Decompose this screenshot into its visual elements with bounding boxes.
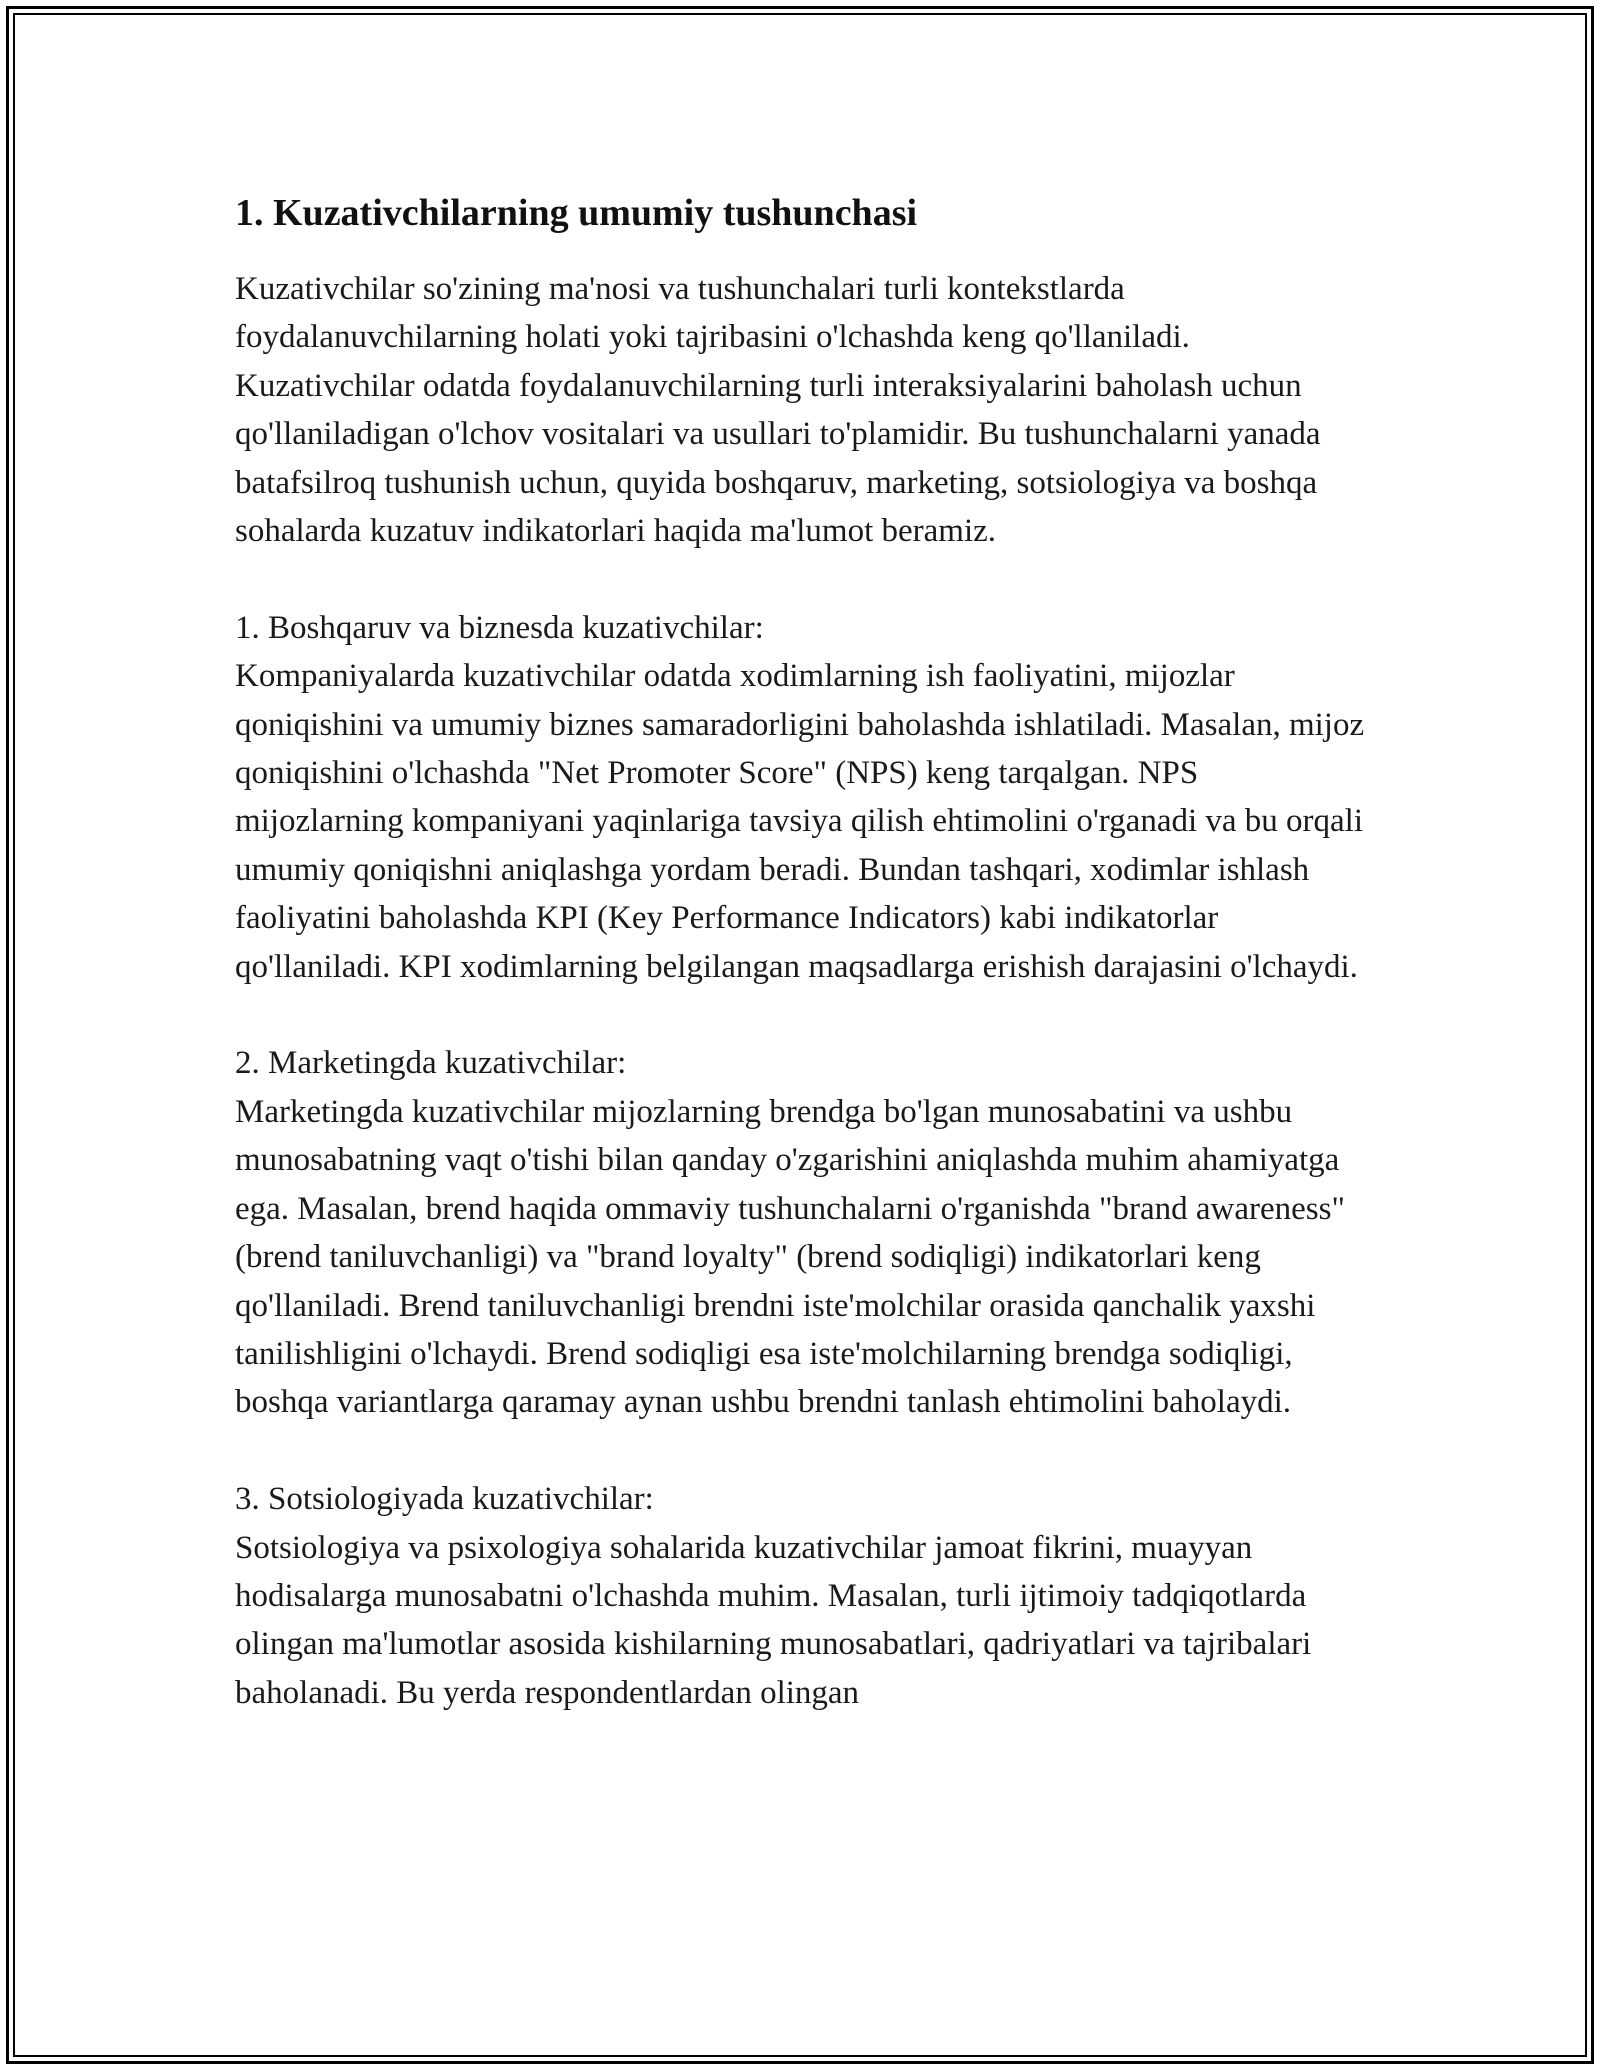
section-body: Sotsiologiya va psixologiya sohalarida kuzativchilar jamoat fikrini, muayyan hodisalarga munosabatni o'lchashda muhim. Masalan, turli ijtimoiy tadqiqotlarda olingan ma'lumotlar asosida kishilarning munosabatlari, qadriyatlari va tajribalari baholanadi. Bu yerda respondentlardan olingan <box>235 1529 1312 1711</box>
section-marketing <box>235 1039 1375 1426</box>
section-management <box>235 604 1375 991</box>
intro-paragraph: Kuzativchilar so'zining ma'nosi va tushunchalari turli kontekstlarda foydalanuvchilarning holati yoki tajribasini o'lchashda keng qo'llaniladi. Kuzativchilar odatda foydalanuvchilarning turli interaksiyalarini baholash uchun qo'llaniladigan o'lchov vositalari va usullari to'plamidir. Bu tushunchalarni yanada batafsilroq tushunish uchun, quyida boshqaruv, marketing, sotsiologiya va boshqa sohalarda kuzatuv indikatorlari haqida ma'lumot beramiz. <box>235 271 1321 550</box>
section-sociology <box>235 1475 1375 1717</box>
section-body: Kompaniyalarda kuzativchilar odatda xodimlarning ish faoliyatini, mijozlar qoniqishini va umumiy biznes samaradorligini baholashda ishlatiladi. Masalan, mijoz qoniqishini o'lchashda "Net Promoter Score" (NPS) keng tarqalgan. NPS mijozlarning kompaniyani yaqinlariga tavsiya qilish ehtimolini o'rganadi va bu orqali umumiy qoniqishni aniqlashga yordam beradi. Bundan tashqari, xodimlar ishlash faoliyatini baholashda KPI (Key Performance Indicators) kabi indikatorlar qo'llaniladi. KPI xodimlarning belgilangan maqsadlarga erishish darajasini o'lchaydi. <box>235 658 1365 985</box>
document-content <box>235 185 1375 1717</box>
section-body: Marketingda kuzativchilar mijozlarning brendga bo'lgan munosabatini va ushbu munosabatning vaqt o'tishi bilan qanday o'zgarishini aniqlashda muhim ahamiyatga ega. Masalan, brend haqida ommaviy tushunchalarni o'rganishda "brand awareness" (brend taniluvchanligi) va "brand loyalty" (brend sodiqligi) indikatorlari keng qo'llaniladi. Brend taniluvchanligi brendni iste'molchilar orasida qanchalik yaxshi tanilishligini o'lchaydi. Brend sodiqligi esa iste'molchilarning brendga sodiqligi, boshqa variantlarga qaramay aynan ushbu brendni tanlash ehtimolini baholaydi. <box>235 1093 1345 1421</box>
page-title: 1. Kuzativchilarning umumiy tushunchasi <box>235 192 918 234</box>
section-title: 2. Marketingda kuzativchilar: <box>235 1045 627 1082</box>
section-title: 1. Boshqaruv va biznesda kuzativchilar: <box>235 609 764 646</box>
section-title: 3. Sotsiologiyada kuzativchilar: <box>235 1481 654 1518</box>
